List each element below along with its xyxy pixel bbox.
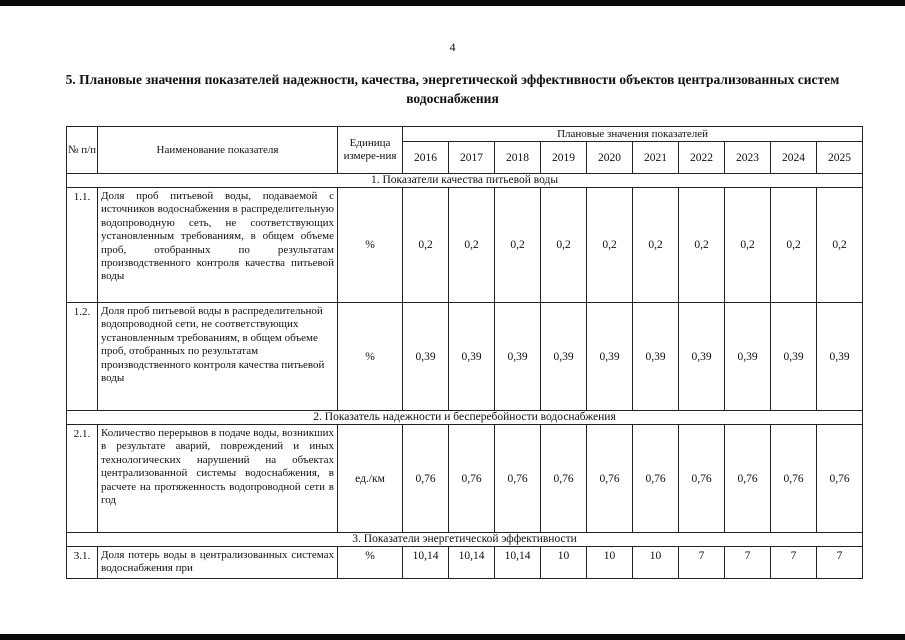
header-year: 2021 (633, 142, 679, 174)
value-cell: 0,76 (725, 425, 771, 533)
value-cell: 10,14 (495, 547, 541, 579)
table-row (67, 425, 863, 533)
value-cell: 0,76 (403, 425, 449, 533)
value-cell: 0,39 (771, 303, 817, 411)
value-cell: 0,39 (403, 303, 449, 411)
header-year: 2016 (403, 142, 449, 174)
row-number: 1.1. (67, 188, 98, 303)
value-cell: 0,2 (679, 188, 725, 303)
value-cell: 0,76 (541, 425, 587, 533)
value-cell: 0,2 (449, 188, 495, 303)
value-cell: 0,2 (495, 188, 541, 303)
header-unit: Единица измере-ния (338, 127, 403, 174)
value-cell: 10 (587, 547, 633, 579)
value-cell: 0,2 (633, 188, 679, 303)
scan-edge-bottom (0, 634, 905, 640)
value-cell: 0,2 (771, 188, 817, 303)
section-title: 1. Показатели качества питьевой воды (67, 174, 863, 188)
value-cell: 7 (725, 547, 771, 579)
header-name: Наименование показателя (98, 127, 338, 174)
header-year: 2018 (495, 142, 541, 174)
row-number: 2.1. (67, 425, 98, 533)
value-cell: 7 (817, 547, 863, 579)
value-cell: 7 (771, 547, 817, 579)
unit-cell: ед./км (338, 425, 403, 533)
value-cell: 0,39 (587, 303, 633, 411)
value-cell: 0,2 (541, 188, 587, 303)
value-cell: 0,39 (679, 303, 725, 411)
value-cell: 0,2 (587, 188, 633, 303)
value-cell: 0,76 (587, 425, 633, 533)
value-cell: 0,39 (495, 303, 541, 411)
value-cell: 0,2 (725, 188, 771, 303)
header-year: 2024 (771, 142, 817, 174)
value-cell: 0,76 (679, 425, 725, 533)
value-cell: 0,76 (633, 425, 679, 533)
table-row (67, 188, 863, 303)
indicators-table (66, 126, 863, 579)
indicator-name: Доля проб питьевой воды в распределительной водопроводной сети, не соответствующих установленным требованиям, в общем объеме проб, отобранных по результатам производственного контроля качества питьевой воды (98, 303, 338, 411)
value-cell: 0,76 (817, 425, 863, 533)
value-cell: 10 (633, 547, 679, 579)
value-cell: 0,39 (817, 303, 863, 411)
table-row (67, 303, 863, 411)
row-number: 3.1. (67, 547, 98, 579)
section-title: 2. Показатель надежности и бесперебойности водоснабжения (67, 411, 863, 425)
value-cell: 0,76 (495, 425, 541, 533)
value-cell: 7 (679, 547, 725, 579)
header-year: 2022 (679, 142, 725, 174)
value-cell: 0,39 (541, 303, 587, 411)
indicator-name: Количество перерывов в подаче воды, возникших в результате аварий, повреждений и иных технологических нарушений на объектах централизованной системы водоснабжения, в расчете на протяженность водопроводной сети в год (98, 425, 338, 533)
value-cell: 0,39 (449, 303, 495, 411)
value-cell: 0,2 (403, 188, 449, 303)
value-cell: 0,2 (817, 188, 863, 303)
header-num: № п/п (67, 127, 98, 174)
value-cell: 10 (541, 547, 587, 579)
scan-edge-top (0, 0, 905, 6)
header-year: 2017 (449, 142, 495, 174)
indicator-name: Доля проб питьевой воды, подаваемой с источников водоснабжения в распределительную водопроводную сеть, не соответствующих установленным требованиям, в общем объеме проб, отобранных по результатам производственного контроля качества питьевой воды (98, 188, 338, 303)
page-number: 4 (449, 40, 456, 54)
value-cell: 10,14 (449, 547, 495, 579)
value-cell: 0,76 (771, 425, 817, 533)
header-planned: Плановые значения показателей (403, 127, 863, 142)
unit-cell: % (338, 188, 403, 303)
row-number: 1.2. (67, 303, 98, 411)
header-year: 2020 (587, 142, 633, 174)
page-title: 5. Плановые значения показателей надежности, качества, энергетической эффективности объектов централизованных систем водоснабжения (65, 72, 840, 106)
indicator-name: Доля потерь воды в централизованных системах водоснабжения при (98, 547, 338, 579)
unit-cell: % (338, 303, 403, 411)
unit-cell: % (338, 547, 403, 579)
header-year: 2025 (817, 142, 863, 174)
header-year: 2023 (725, 142, 771, 174)
value-cell: 10,14 (403, 547, 449, 579)
value-cell: 0,39 (725, 303, 771, 411)
table-row (67, 547, 863, 579)
section-title: 3. Показатели энергетической эффективности (67, 533, 863, 547)
header-year: 2019 (541, 142, 587, 174)
value-cell: 0,39 (633, 303, 679, 411)
value-cell: 0,76 (449, 425, 495, 533)
